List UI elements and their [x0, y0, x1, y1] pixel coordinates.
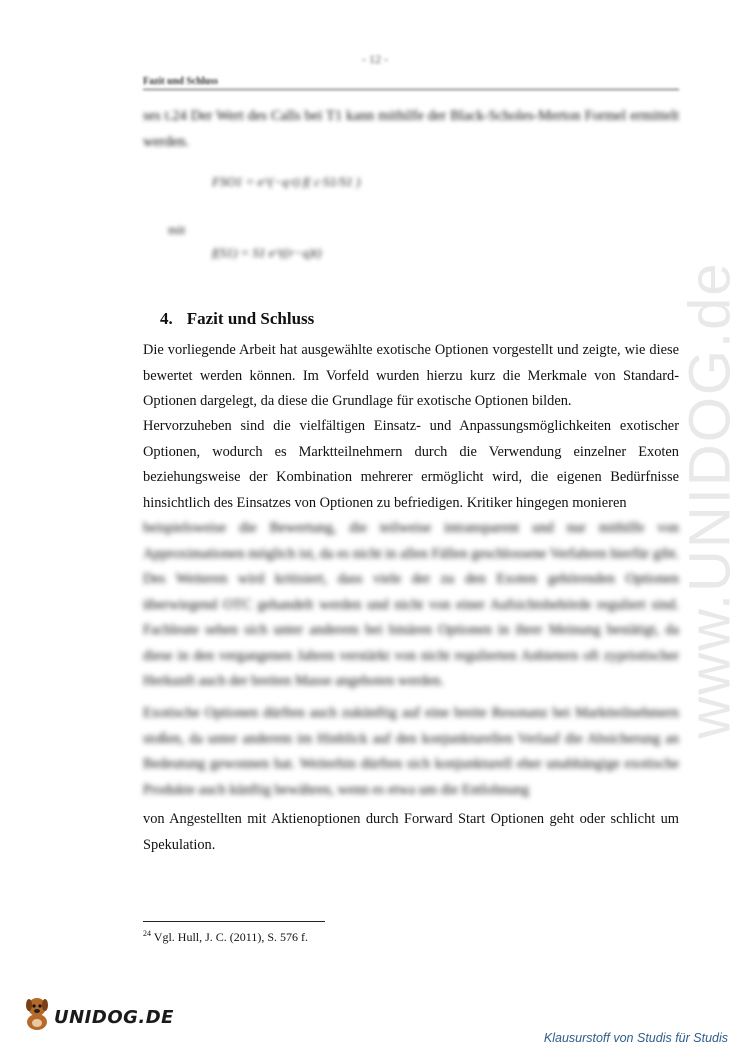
paragraph-3-clear: von Angestellten mit Aktienoptionen durch Forward Start Optionen geht oder schlicht um Spekulation.: [143, 811, 679, 853]
section-heading: [160, 309, 314, 329]
logo-text: UNIDOG.DE: [54, 1007, 174, 1028]
tagline: Klausurstoff von Studis für Studis: [543, 1031, 728, 1045]
formula-forward-start-option: FSO1 = e^(−q·t) f( c·S1/S1 ): [212, 174, 361, 189]
paragraph-2-blurred: beispielsweise die Bewertung, die teilweise intransparent und nur mithilfe von Approximationen möglich ist, da es nicht in allen Fällen geschlossene Verfahren hierfür gibt. Des Weiteren wird kritisiert, dass viele der zu den Exoten gehörenden Optionen überwiegend OTC gehandelt werden und nicht von einer Aufsichtsbehörde reguliert sind. Fachleute sehen sich unter anderem bei binären Optionen in ihrer Meinung bestätigt, da diese in den vergangenen Jahren verstärkt von nicht regulierten Anbietern oft zypriotischer Herkunft auch der breiten Masse angeboten werden.: [143, 520, 679, 689]
watermark: www.UNIDOG.de: [677, 261, 743, 739]
formula-connector: mit: [168, 222, 186, 237]
paragraph-2-clear: Hervorzuheben sind die vielfältigen Einsatz- und Anpassungsmöglichkeiten exotischer Optionen, wodurch es Marktteilnehmern durch die Verwendung einzelner Exoten beziehungsweise der Kombination mehrerer ermöglicht wird, die eigenen Bedürfnisse hinsichtlich des Einsatzes von Optionen zu befriedigen. Kritiker hingegen monieren: [143, 418, 679, 511]
intro-fragment: ses t.24 Der Wert des Calls bei T1 kann mithilfe der Black-Scholes-Merton Formel ermittelt werden.: [143, 108, 679, 150]
paragraph-1: Die vorliegende Arbeit hat ausgewählte exotische Optionen vorgestellt und zeigte, wie diese bewertet werden können. Im Vorfeld wurden hierzu kurz die Merkmale von Standard-Optionen dargelegt, da diese die Grundlage für exotische Optionen bilden.: [143, 342, 679, 409]
section-title: Fazit und Schluss: [186, 309, 315, 328]
running-header: Fazit und Schluss: [143, 76, 679, 90]
unidog-logo: [22, 992, 174, 1032]
paragraph-3-blurred: Exotische Optionen dürften auch zukünftig auf eine breite Resonanz bei Marktteilnehmern stoßen, da unter anderem im Hinblick auf den konjunkturellen Verlauf die Absicherung an Bedeutung gewonnen hat. Weiterhin dürften sich konjunkturell eher unabhängige exotische Produkte auch künftig bewähren, wenn es etwa um die Entlohnung: [143, 705, 679, 798]
footnote: [143, 929, 308, 945]
dog-mascot-icon: [22, 992, 52, 1032]
footnote-rule: [143, 921, 325, 922]
page-number: - 12 -: [362, 52, 388, 66]
formula-forward-price: f(S1) = S1 e^((r−q)t): [212, 245, 322, 260]
footnote-text: Vgl. Hull, J. C. (2011), S. 576 f.: [151, 930, 309, 944]
footnote-marker: 24: [143, 929, 151, 938]
section-number: 4.: [160, 309, 173, 328]
